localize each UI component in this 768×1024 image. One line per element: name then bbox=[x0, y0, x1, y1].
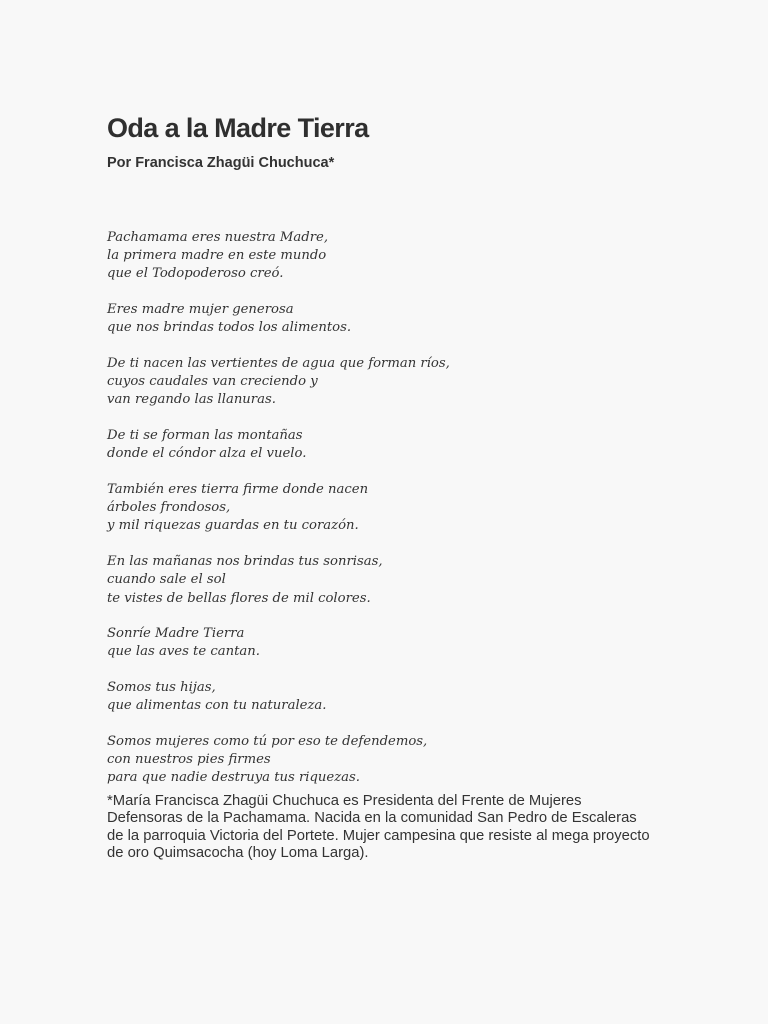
verse-line: y mil riquezas guardas en tu corazón. bbox=[107, 518, 359, 534]
verse-line: te vistes de bellas flores de mil colores. bbox=[107, 590, 371, 606]
verse-line: Somos mujeres como tú por eso te defendemos, bbox=[107, 734, 428, 750]
verse-line: Sonríe Madre Tierra bbox=[107, 626, 245, 642]
verse-line: De ti se forman las montañas bbox=[107, 428, 303, 444]
footnote-line: *María Francisca Zhagüi Chuchuca es Presidenta del Frente de Mujeres bbox=[107, 793, 582, 809]
verse-line: van regando las llanuras. bbox=[107, 392, 276, 408]
stanza bbox=[107, 301, 667, 337]
stanza bbox=[107, 481, 667, 536]
verse-line: Pachamama eres nuestra Madre, bbox=[107, 230, 329, 245]
verse-line: la primera madre en este mundo bbox=[107, 248, 327, 264]
verse-line: cuando sale el sol bbox=[107, 572, 226, 588]
stanza bbox=[107, 229, 667, 284]
poem-body bbox=[107, 229, 667, 788]
verse-line: cuyos caudales van creciendo y bbox=[107, 374, 318, 390]
verse-line: Somos tus hijas, bbox=[107, 680, 216, 696]
stanza bbox=[107, 553, 667, 608]
stanza bbox=[107, 427, 667, 463]
stanza bbox=[107, 733, 667, 788]
verse-line: que alimentas con tu naturaleza. bbox=[107, 698, 327, 714]
stanza bbox=[107, 625, 667, 661]
verse-line: que nos brindas todos los alimentos. bbox=[107, 320, 352, 336]
verse-line: También eres tierra firme donde nacen bbox=[107, 482, 369, 498]
verse-line: que el Todopoderoso creó. bbox=[107, 266, 284, 282]
verse-line: donde el cóndor alza el vuelo. bbox=[107, 446, 307, 462]
stanza bbox=[107, 355, 667, 410]
verse-line: para que nadie destruya tus riquezas. bbox=[107, 770, 361, 786]
footnote-line: de oro Quimsacocha (hoy Loma Larga). bbox=[107, 845, 369, 862]
verse-line: Eres madre mujer generosa bbox=[107, 302, 294, 318]
verse-line: De ti nacen las vertientes de agua que forman ríos, bbox=[107, 356, 450, 372]
stanza bbox=[107, 679, 667, 715]
author-byline: Por Francisca Zhagüi Chuchuca* bbox=[107, 155, 335, 171]
poem-title: Oda a la Madre Tierra bbox=[107, 113, 369, 143]
footnote-line: de la parroquia Victoria del Portete. Mujer campesina que resiste al mega proyecto bbox=[107, 827, 650, 844]
author-footnote bbox=[107, 793, 667, 863]
verse-line: con nuestros pies firmes bbox=[107, 752, 271, 768]
verse-line: En las mañanas nos brindas tus sonrisas, bbox=[107, 554, 383, 570]
verse-line: árboles frondosos, bbox=[107, 500, 231, 516]
verse-line: que las aves te cantan. bbox=[107, 644, 260, 660]
footnote-line: Defensoras de la Pachamama. Nacida en la comunidad San Pedro de Escaleras bbox=[107, 810, 637, 827]
